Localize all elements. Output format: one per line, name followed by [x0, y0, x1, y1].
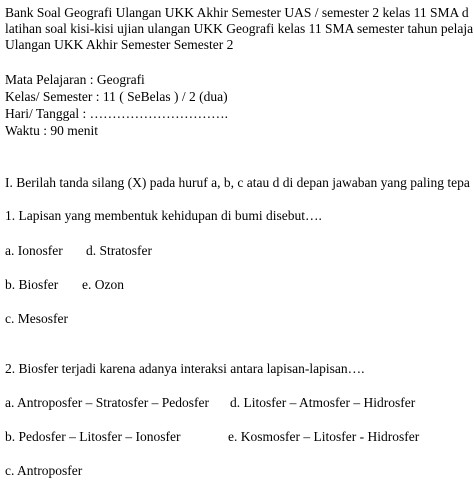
question-1-option-c: c. Mesosfer [5, 311, 68, 326]
question-2-option-c: c. Antroposfer [5, 463, 83, 478]
question-2-option-b: b. Pedosfer – Litosfer – Ionosfer [5, 429, 181, 444]
question-2-option-e: e. Kosmosfer – Litosfer - Hidrosfer [228, 429, 420, 444]
question-1-option-e: e. Ozon [82, 277, 124, 292]
header-line-1: Bank Soal Geografi Ulangan UKK Akhir Semester UAS / semester 2 kelas 11 SMA d [5, 5, 469, 20]
question-1-option-a: a. Ionosfer [5, 243, 63, 258]
question-2-option-a: a. Antroposfer – Stratosfer – Pedosfer [5, 395, 209, 410]
info-subject: Mata Pelajaran : Geografi [5, 72, 145, 87]
question-1-option-d: d. Stratosfer [86, 243, 152, 258]
question-1-option-b: b. Biosfer [5, 277, 59, 292]
header-line-2: latihan soal kisi-kisi ujian ulangan UKK Geografi kelas 11 SMA semester tahun pelaja [5, 21, 474, 36]
info-time: Waktu : 90 menit [5, 123, 99, 138]
info-date: Hari/ Tanggal : …………………………. [5, 106, 229, 121]
question-1-text: 1. Lapisan yang membentuk kehidupan di bumi disebut…. [5, 208, 322, 223]
info-class: Kelas/ Semester : 11 ( SeBelas ) / 2 (dua) [5, 89, 228, 104]
question-2-text: 2. Biosfer terjadi karena adanya interaksi antara lapisan-lapisan…. [5, 361, 365, 376]
question-2-option-d: d. Litosfer – Atmosfer – Hidrosfer [230, 395, 416, 410]
instruction-text: I. Berilah tanda silang (X) pada huruf a, b, c atau d di depan jawaban yang paling tepa [5, 175, 470, 190]
header-line-3: Ulangan UKK Akhir Semester Semester 2 [5, 37, 234, 52]
